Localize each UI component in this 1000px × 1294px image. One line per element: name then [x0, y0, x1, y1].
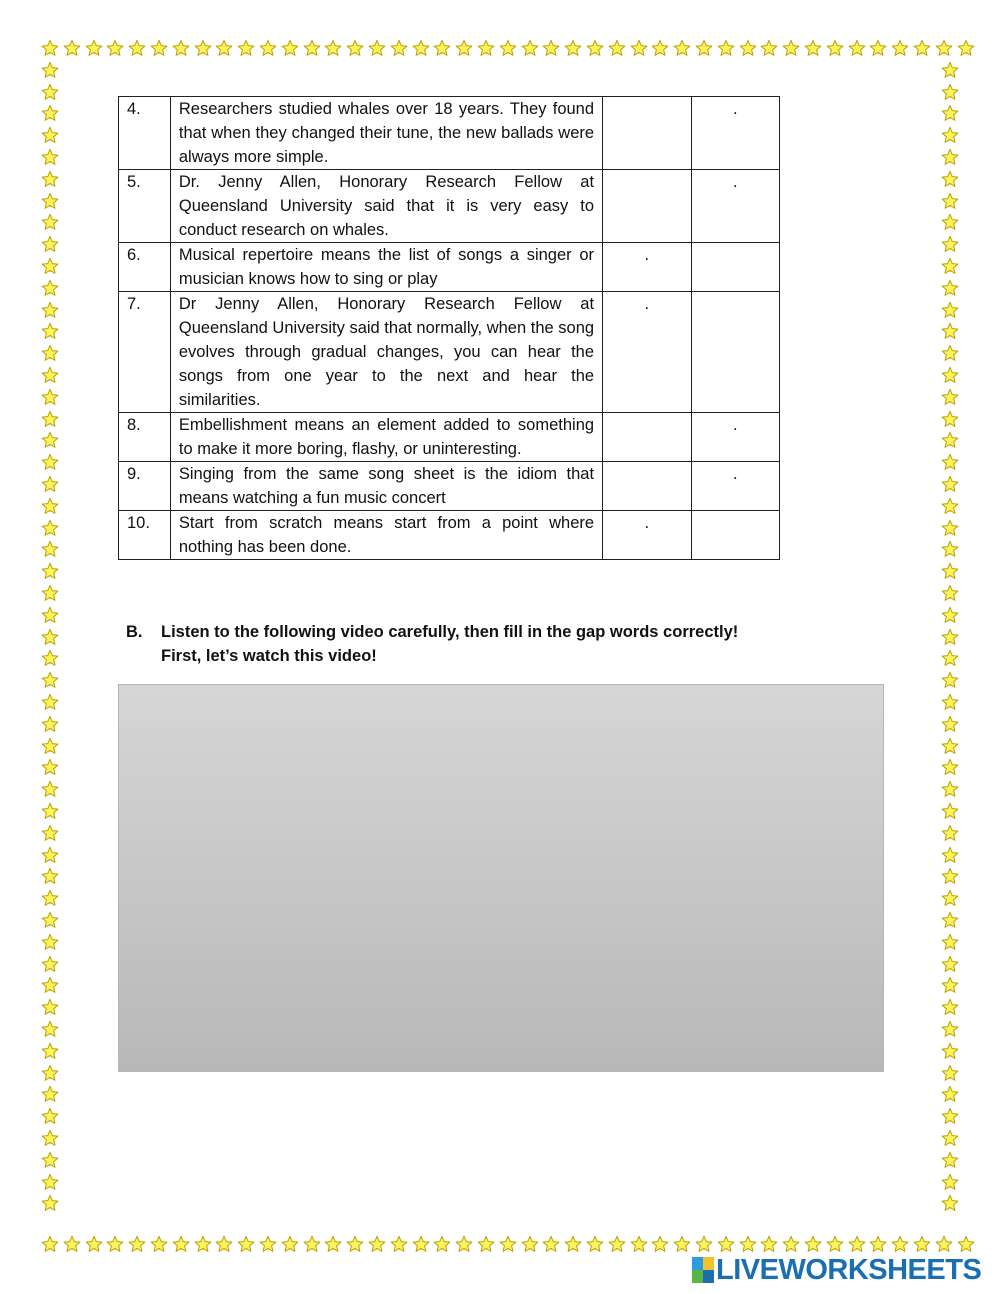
star-icon [941, 562, 959, 580]
star-icon [194, 39, 212, 57]
star-icon [941, 1020, 959, 1038]
star-icon [941, 148, 959, 166]
star-icon [941, 802, 959, 820]
answer-cell-false[interactable] [691, 511, 779, 560]
table-row [119, 243, 780, 292]
star-icon [41, 322, 59, 340]
star-icon [346, 1235, 364, 1253]
star-icon [390, 1235, 408, 1253]
star-icon [564, 39, 582, 57]
statement-text: Dr Jenny Allen, Honorary Research Fellow at Queensland University said that normally, when the song evolves through gradual changes, you can hear the songs from one year to the next and hear the similarities. [170, 292, 602, 413]
star-icon [41, 715, 59, 733]
star-icon [941, 846, 959, 864]
star-icon [941, 388, 959, 406]
star-icon [477, 1235, 495, 1253]
star-icon [941, 584, 959, 602]
logo-text: LIVEWORKSHEETS [716, 1253, 982, 1286]
star-icon [41, 170, 59, 188]
star-icon [41, 1151, 59, 1169]
star-icon [41, 1042, 59, 1060]
star-icon [608, 39, 626, 57]
star-icon [281, 1235, 299, 1253]
star-icon [41, 911, 59, 929]
star-icon [608, 1235, 626, 1253]
star-icon [41, 824, 59, 842]
answer-cell-true[interactable]: . [603, 511, 691, 560]
star-icon [281, 39, 299, 57]
star-icon [63, 1235, 81, 1253]
star-icon [128, 1235, 146, 1253]
star-icon [957, 39, 975, 57]
star-icon [41, 955, 59, 973]
row-number: 7. [119, 292, 171, 413]
table-row [119, 413, 780, 462]
answer-cell-false[interactable]: . [691, 97, 779, 170]
star-icon [941, 649, 959, 667]
answer-cell-true[interactable] [603, 413, 691, 462]
star-icon [935, 1235, 953, 1253]
statement-text: Researchers studied whales over 18 years. They found that when they changed their tune, the new ballads were always more simple. [170, 97, 602, 170]
star-icon [869, 1235, 887, 1253]
star-icon [913, 39, 931, 57]
statement-text: Musical repertoire means the list of songs a singer or musician knows how to sing or play [170, 243, 602, 292]
row-number: 10. [119, 511, 171, 560]
star-icon [521, 39, 539, 57]
star-icon [324, 39, 342, 57]
star-icon [564, 1235, 582, 1253]
star-icon [41, 301, 59, 319]
star-icon [941, 61, 959, 79]
star-icon [941, 824, 959, 842]
star-icon [41, 758, 59, 776]
star-icon [941, 213, 959, 231]
star-icon [41, 148, 59, 166]
star-icon [499, 1235, 517, 1253]
star-icon [368, 1235, 386, 1253]
star-icon [237, 1235, 255, 1253]
star-icon [941, 344, 959, 362]
star-icon [717, 39, 735, 57]
star-icon [41, 257, 59, 275]
star-icon [215, 1235, 233, 1253]
table-row [119, 292, 780, 413]
star-icon [390, 39, 408, 57]
star-icon [941, 279, 959, 297]
star-icon [941, 1042, 959, 1060]
star-icon [941, 780, 959, 798]
star-icon [41, 61, 59, 79]
row-number: 8. [119, 413, 171, 462]
answer-cell-false[interactable]: . [691, 462, 779, 511]
star-icon [41, 562, 59, 580]
star-icon [941, 301, 959, 319]
star-icon [41, 1020, 59, 1038]
star-icon [941, 410, 959, 428]
star-icon [782, 39, 800, 57]
star-icon [41, 126, 59, 144]
star-icon [941, 170, 959, 188]
table-row [119, 462, 780, 511]
star-icon [41, 104, 59, 122]
star-icon [172, 1235, 190, 1253]
answer-cell-false[interactable] [691, 292, 779, 413]
table-row [119, 97, 780, 170]
true-false-table [118, 96, 780, 560]
statement-text: Dr. Jenny Allen, Honorary Research Fellow at Queensland University said that it is very easy to conduct research on whales. [170, 170, 602, 243]
star-icon [455, 39, 473, 57]
star-icon [542, 39, 560, 57]
star-icon [41, 344, 59, 362]
liveworksheets-logo [692, 1254, 981, 1286]
star-icon [41, 1173, 59, 1191]
row-number: 6. [119, 243, 171, 292]
star-icon [782, 1235, 800, 1253]
star-icon [368, 39, 386, 57]
star-icon [433, 1235, 451, 1253]
statement-text: Start from scratch means start from a point where nothing has been done. [170, 511, 602, 560]
star-icon [455, 1235, 473, 1253]
star-icon [941, 431, 959, 449]
star-icon [41, 998, 59, 1016]
star-icon [150, 1235, 168, 1253]
star-icon [941, 497, 959, 515]
star-icon [630, 39, 648, 57]
star-icon [303, 39, 321, 57]
star-icon [941, 192, 959, 210]
star-icon [412, 39, 430, 57]
star-icon [215, 39, 233, 57]
star-icon [941, 998, 959, 1016]
star-icon [85, 1235, 103, 1253]
star-icon [869, 39, 887, 57]
star-icon [237, 39, 255, 57]
star-icon [941, 235, 959, 253]
star-icon [935, 39, 953, 57]
star-icon [717, 1235, 735, 1253]
star-icon [106, 1235, 124, 1253]
star-icon [41, 606, 59, 624]
star-icon [941, 540, 959, 558]
star-icon [41, 1085, 59, 1103]
star-icon [41, 671, 59, 689]
star-icon [41, 540, 59, 558]
star-icon [891, 39, 909, 57]
star-icon [41, 519, 59, 537]
star-icon [41, 366, 59, 384]
star-icon [848, 1235, 866, 1253]
star-icon [41, 1129, 59, 1147]
star-icon [673, 1235, 691, 1253]
instruction-line-2: First, let’s watch this video! [161, 647, 377, 665]
answer-cell-true[interactable] [603, 462, 691, 511]
star-icon [957, 1235, 975, 1253]
logo-icon [692, 1257, 714, 1283]
star-icon [150, 39, 168, 57]
star-icon [941, 366, 959, 384]
star-icon [941, 671, 959, 689]
instruction-line-1: Listen to the following video carefully, then fill in the gap words correctly! [161, 623, 739, 641]
star-icon [941, 83, 959, 101]
star-icon [477, 39, 495, 57]
star-icon [433, 39, 451, 57]
star-icon [941, 693, 959, 711]
star-icon [41, 1194, 59, 1212]
star-icon [941, 737, 959, 755]
star-icon [324, 1235, 342, 1253]
star-icon [41, 39, 59, 57]
section-letter: B. [126, 623, 143, 641]
star-icon [41, 976, 59, 994]
star-icon [739, 1235, 757, 1253]
answer-cell-false[interactable]: . [691, 413, 779, 462]
statement-text: Embellishment means an element added to something to make it more boring, flashy, or uninteresting. [170, 413, 602, 462]
star-icon [651, 1235, 669, 1253]
star-icon [630, 1235, 648, 1253]
star-icon [941, 475, 959, 493]
table-row [119, 170, 780, 243]
star-icon [848, 39, 866, 57]
answer-cell-true[interactable] [603, 170, 691, 243]
answer-cell-true[interactable] [603, 97, 691, 170]
star-icon [41, 431, 59, 449]
star-icon [128, 39, 146, 57]
star-icon [346, 39, 364, 57]
star-icon [586, 1235, 604, 1253]
star-icon [651, 39, 669, 57]
star-icon [41, 235, 59, 253]
star-icon [41, 867, 59, 885]
star-icon [941, 1107, 959, 1125]
star-icon [804, 39, 822, 57]
star-icon [941, 1194, 959, 1212]
star-icon [41, 410, 59, 428]
star-icon [941, 322, 959, 340]
row-number: 5. [119, 170, 171, 243]
answer-cell-true[interactable]: . [603, 292, 691, 413]
star-icon [41, 693, 59, 711]
star-icon [941, 715, 959, 733]
star-icon [941, 758, 959, 776]
star-icon [172, 39, 190, 57]
star-icon [41, 846, 59, 864]
star-icon [673, 39, 691, 57]
star-icon [85, 39, 103, 57]
star-icon [695, 1235, 713, 1253]
star-icon [412, 1235, 430, 1253]
star-icon [41, 628, 59, 646]
star-icon [826, 39, 844, 57]
section-b-instructions [126, 620, 886, 668]
star-icon [194, 1235, 212, 1253]
star-icon [826, 1235, 844, 1253]
star-icon [259, 1235, 277, 1253]
answer-cell-true[interactable]: . [603, 243, 691, 292]
star-icon [941, 1064, 959, 1082]
star-icon [941, 453, 959, 471]
answer-cell-false[interactable]: . [691, 170, 779, 243]
star-icon [941, 257, 959, 275]
star-icon [63, 39, 81, 57]
star-icon [941, 519, 959, 537]
star-icon [941, 104, 959, 122]
star-icon [891, 1235, 909, 1253]
star-icon [41, 933, 59, 951]
star-icon [941, 126, 959, 144]
star-icon [41, 802, 59, 820]
star-icon [41, 497, 59, 515]
star-icon [41, 279, 59, 297]
star-icon [542, 1235, 560, 1253]
star-icon [41, 453, 59, 471]
star-icon [41, 388, 59, 406]
star-icon [739, 39, 757, 57]
star-icon [941, 628, 959, 646]
star-icon [41, 737, 59, 755]
star-icon [41, 213, 59, 231]
star-icon [941, 933, 959, 951]
star-icon [941, 1085, 959, 1103]
star-icon [499, 39, 517, 57]
star-icon [303, 1235, 321, 1253]
star-icon [941, 1151, 959, 1169]
star-icon [941, 889, 959, 907]
star-icon [941, 606, 959, 624]
star-icon [41, 192, 59, 210]
star-icon [695, 39, 713, 57]
star-icon [41, 889, 59, 907]
statement-text: Singing from the same song sheet is the idiom that means watching a fun music concert [170, 462, 602, 511]
answer-cell-false[interactable] [691, 243, 779, 292]
star-icon [760, 39, 778, 57]
table-row [119, 511, 780, 560]
star-icon [41, 83, 59, 101]
row-number: 4. [119, 97, 171, 170]
star-icon [41, 1235, 59, 1253]
star-icon [41, 649, 59, 667]
star-icon [941, 867, 959, 885]
row-number: 9. [119, 462, 171, 511]
star-icon [41, 475, 59, 493]
star-icon [586, 39, 604, 57]
star-icon [521, 1235, 539, 1253]
star-icon [41, 780, 59, 798]
star-icon [941, 976, 959, 994]
star-icon [941, 1129, 959, 1147]
star-icon [941, 1173, 959, 1191]
star-icon [760, 1235, 778, 1253]
star-icon [941, 955, 959, 973]
star-icon [41, 1064, 59, 1082]
star-icon [41, 1107, 59, 1125]
star-icon [106, 39, 124, 57]
video-player[interactable] [118, 684, 884, 1072]
star-icon [259, 39, 277, 57]
star-icon [941, 911, 959, 929]
star-icon [804, 1235, 822, 1253]
star-icon [41, 584, 59, 602]
star-icon [913, 1235, 931, 1253]
